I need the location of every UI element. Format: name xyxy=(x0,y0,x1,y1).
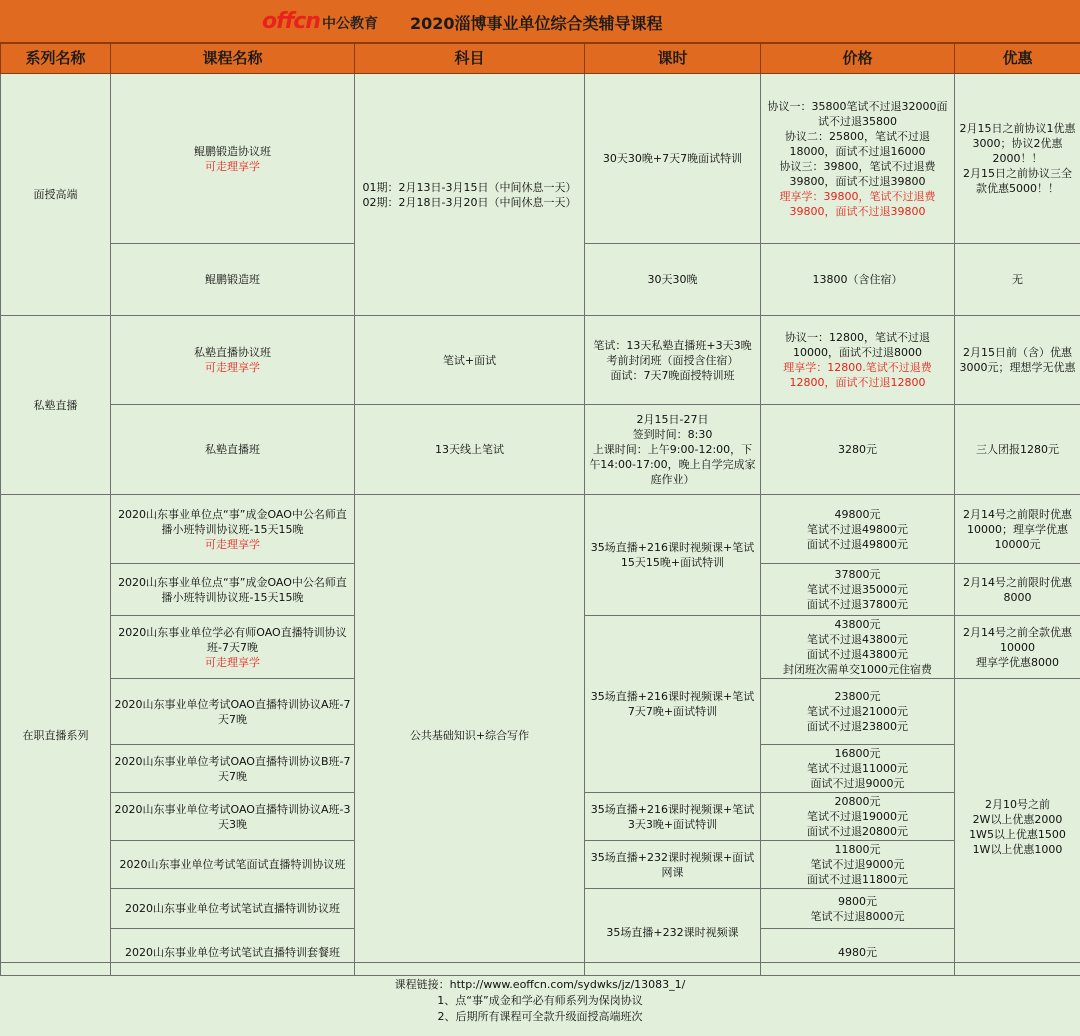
lixiangxue-note: 可走理享学 xyxy=(205,655,260,669)
hours-cell: 35场直播+232课时视频课+面试网课 xyxy=(585,841,761,889)
subject-cell: 13天线上笔试 xyxy=(355,405,585,495)
course-name: 2020山东事业单位考试笔面试直播特训协议班 xyxy=(111,841,355,889)
discount-cell: 2月15日前（含）优惠3000元；理想学无优惠 xyxy=(955,316,1080,405)
course-name: 私塾直播班 xyxy=(111,405,355,495)
lixiangxue-note: 可走理享学 xyxy=(205,159,260,173)
series-face: 面授高端 xyxy=(1,74,111,316)
price-cell: 43800元 笔试不过退43800元 面试不过退43800元 封闭班次需单交1000元住宿费 xyxy=(761,616,955,679)
price-cell: 4980元 xyxy=(761,929,955,976)
offcn-logo xyxy=(262,9,378,33)
header-subject: 科目 xyxy=(355,44,585,74)
discount-cell: 2月14号之前限时优惠10000；理享学优惠10000元 xyxy=(955,495,1080,564)
table-row xyxy=(1,316,1080,405)
discount-cell: 三人团报1280元 xyxy=(955,405,1080,495)
hours-cell: 2月15日-27日 签到时间：8:30 上课时间：上午9:00-12:00，下午14:00-17:00，晚上自学完成家庭作业） xyxy=(585,405,761,495)
course-name: 2020山东事业单位考试OAO直播特训协议A班-3天3晚 xyxy=(111,793,355,841)
logo-company: 中公教育 xyxy=(321,16,378,32)
header-row xyxy=(1,44,1080,74)
subject-face: 01期：2月13日-3月15日（中间休息一天） 02期：2月18日-3月20日（中间休息一天） xyxy=(355,74,585,316)
discount-cell: 2月14号之前限时优惠8000 xyxy=(955,564,1080,616)
footer-note: 2、后期所有课程可全款升级面授高端班次 xyxy=(437,1010,643,1023)
discount-cell: 2月10号之前 2W以上优惠2000 1W5以上优惠1500 1W以上优惠1000 xyxy=(955,679,1080,976)
hours-cell: 35场直播+216课时视频课+笔试15天15晚+面试特训 xyxy=(585,495,761,616)
discount-cell: 无 xyxy=(955,244,1080,316)
course-name: 鲲鹏锻造协议班 可走理享学 xyxy=(111,74,355,244)
hours-cell: 30天30晚 xyxy=(585,244,761,316)
course-name: 2020山东事业单位考试OAO直播特训协议B班-7天7晚 xyxy=(111,745,355,793)
logo-wordmark: offcn xyxy=(262,9,320,34)
price-cell: 9800元 笔试不过退8000元 xyxy=(761,889,955,929)
subject-cell: 笔试+面试 xyxy=(355,316,585,405)
footer-notes xyxy=(0,962,1080,1036)
course-name: 鲲鹏锻造班 xyxy=(111,244,355,316)
course-name: 2020山东事业单位点“事”成金OAO中公名师直播小班特训协议班-15天15晚 可走理享学 xyxy=(111,495,355,564)
hours-cell: 35场直播+216课时视频课+笔试3天3晚+面试特训 xyxy=(585,793,761,841)
hours-cell: 30天30晚+7天7晚面试特训 xyxy=(585,74,761,244)
price-cell: 49800元 笔试不过退49800元 面试不过退49800元 xyxy=(761,495,955,564)
header-discount: 优惠 xyxy=(955,44,1080,74)
header-series: 系列名称 xyxy=(1,44,111,74)
hours-cell: 笔试：13天私塾直播班+3天3晚考前封闭班（面授含住宿） 面试：7天7晚面授特训班 xyxy=(585,316,761,405)
header-course: 课程名称 xyxy=(111,44,355,74)
price-cell: 3280元 xyxy=(761,405,955,495)
course-name: 2020山东事业单位考试笔试直播特训套餐班 xyxy=(111,929,355,976)
course-name: 2020山东事业单位考试笔试直播特训协议班 xyxy=(111,889,355,929)
course-name: 2020山东事业单位考试OAO直播特训协议A班-7天7晚 xyxy=(111,679,355,745)
lixiangxue-note: 可走理享学 xyxy=(205,537,260,551)
hours-cell: 35场直播+232课时视频课 xyxy=(585,889,761,976)
price-cell: 23800元 笔试不过退21000元 面试不过退23800元 xyxy=(761,679,955,745)
title-banner xyxy=(0,0,1080,43)
price-cell: 37800元 笔试不过退35000元 面试不过退37800元 xyxy=(761,564,955,616)
series-private: 私塾直播 xyxy=(1,316,111,495)
price-cell: 11800元 笔试不过退9000元 面试不过退11800元 xyxy=(761,841,955,889)
discount-cell: 2月14号之前全款优惠10000 理享学优惠8000 xyxy=(955,616,1080,679)
discount-cell: 2月15日之前协议1优惠3000；协议2优惠2000！！ 2月15日之前协议三全款优惠5000！！ xyxy=(955,74,1080,244)
price-cell: 13800（含住宿） xyxy=(761,244,955,316)
page-title: 2020淄博事业单位综合类辅导课程 xyxy=(410,14,663,33)
course-name: 2020山东事业单位学必有师OAO直播特训协议班-7天7晚 可走理享学 xyxy=(111,616,355,679)
series-online: 在职直播系列 xyxy=(1,495,111,976)
header-price: 价格 xyxy=(761,44,955,74)
price-cell: 20800元 笔试不过退19000元 面试不过退20800元 xyxy=(761,793,955,841)
course-table xyxy=(0,43,1080,976)
table-row xyxy=(1,74,1080,244)
hours-cell: 35场直播+216课时视频课+笔试7天7晚+面试特训 xyxy=(585,616,761,793)
course-name: 私塾直播协议班 可走理享学 xyxy=(111,316,355,405)
price-cell: 16800元 笔试不过退11000元 面试不过退9000元 xyxy=(761,745,955,793)
course-link[interactable]: 课程链接：http://www.eoffcn.com/sydwks/jz/13083_1/ xyxy=(394,978,686,991)
table-row xyxy=(1,405,1080,495)
price-cell: 协议一：35800笔试不过退32000面试不过退35800 协议二：25800，笔试不过退18000，面试不过退16000 协议三：39800，笔试不过退费39800，面试不过退39800 理享学：39800，笔试不过退费39800，面试不过退39800 xyxy=(761,74,955,244)
lixiangxue-note: 可走理享学 xyxy=(205,361,260,374)
header-hours: 课时 xyxy=(585,44,761,74)
table-row xyxy=(1,495,1080,564)
price-cell: 协议一：12800，笔试不过退10000，面试不过退8000 理享学：12800.笔试不过退费12800，面试不过退12800 xyxy=(761,316,955,405)
footer-note: 1、点“事”成金和学必有师系列为保岗协议 xyxy=(437,994,643,1007)
subject-online: 公共基础知识+综合写作 xyxy=(355,495,585,976)
course-name: 2020山东事业单位点“事”成金OAO中公名师直播小班特训协议班-15天15晚 xyxy=(111,564,355,616)
